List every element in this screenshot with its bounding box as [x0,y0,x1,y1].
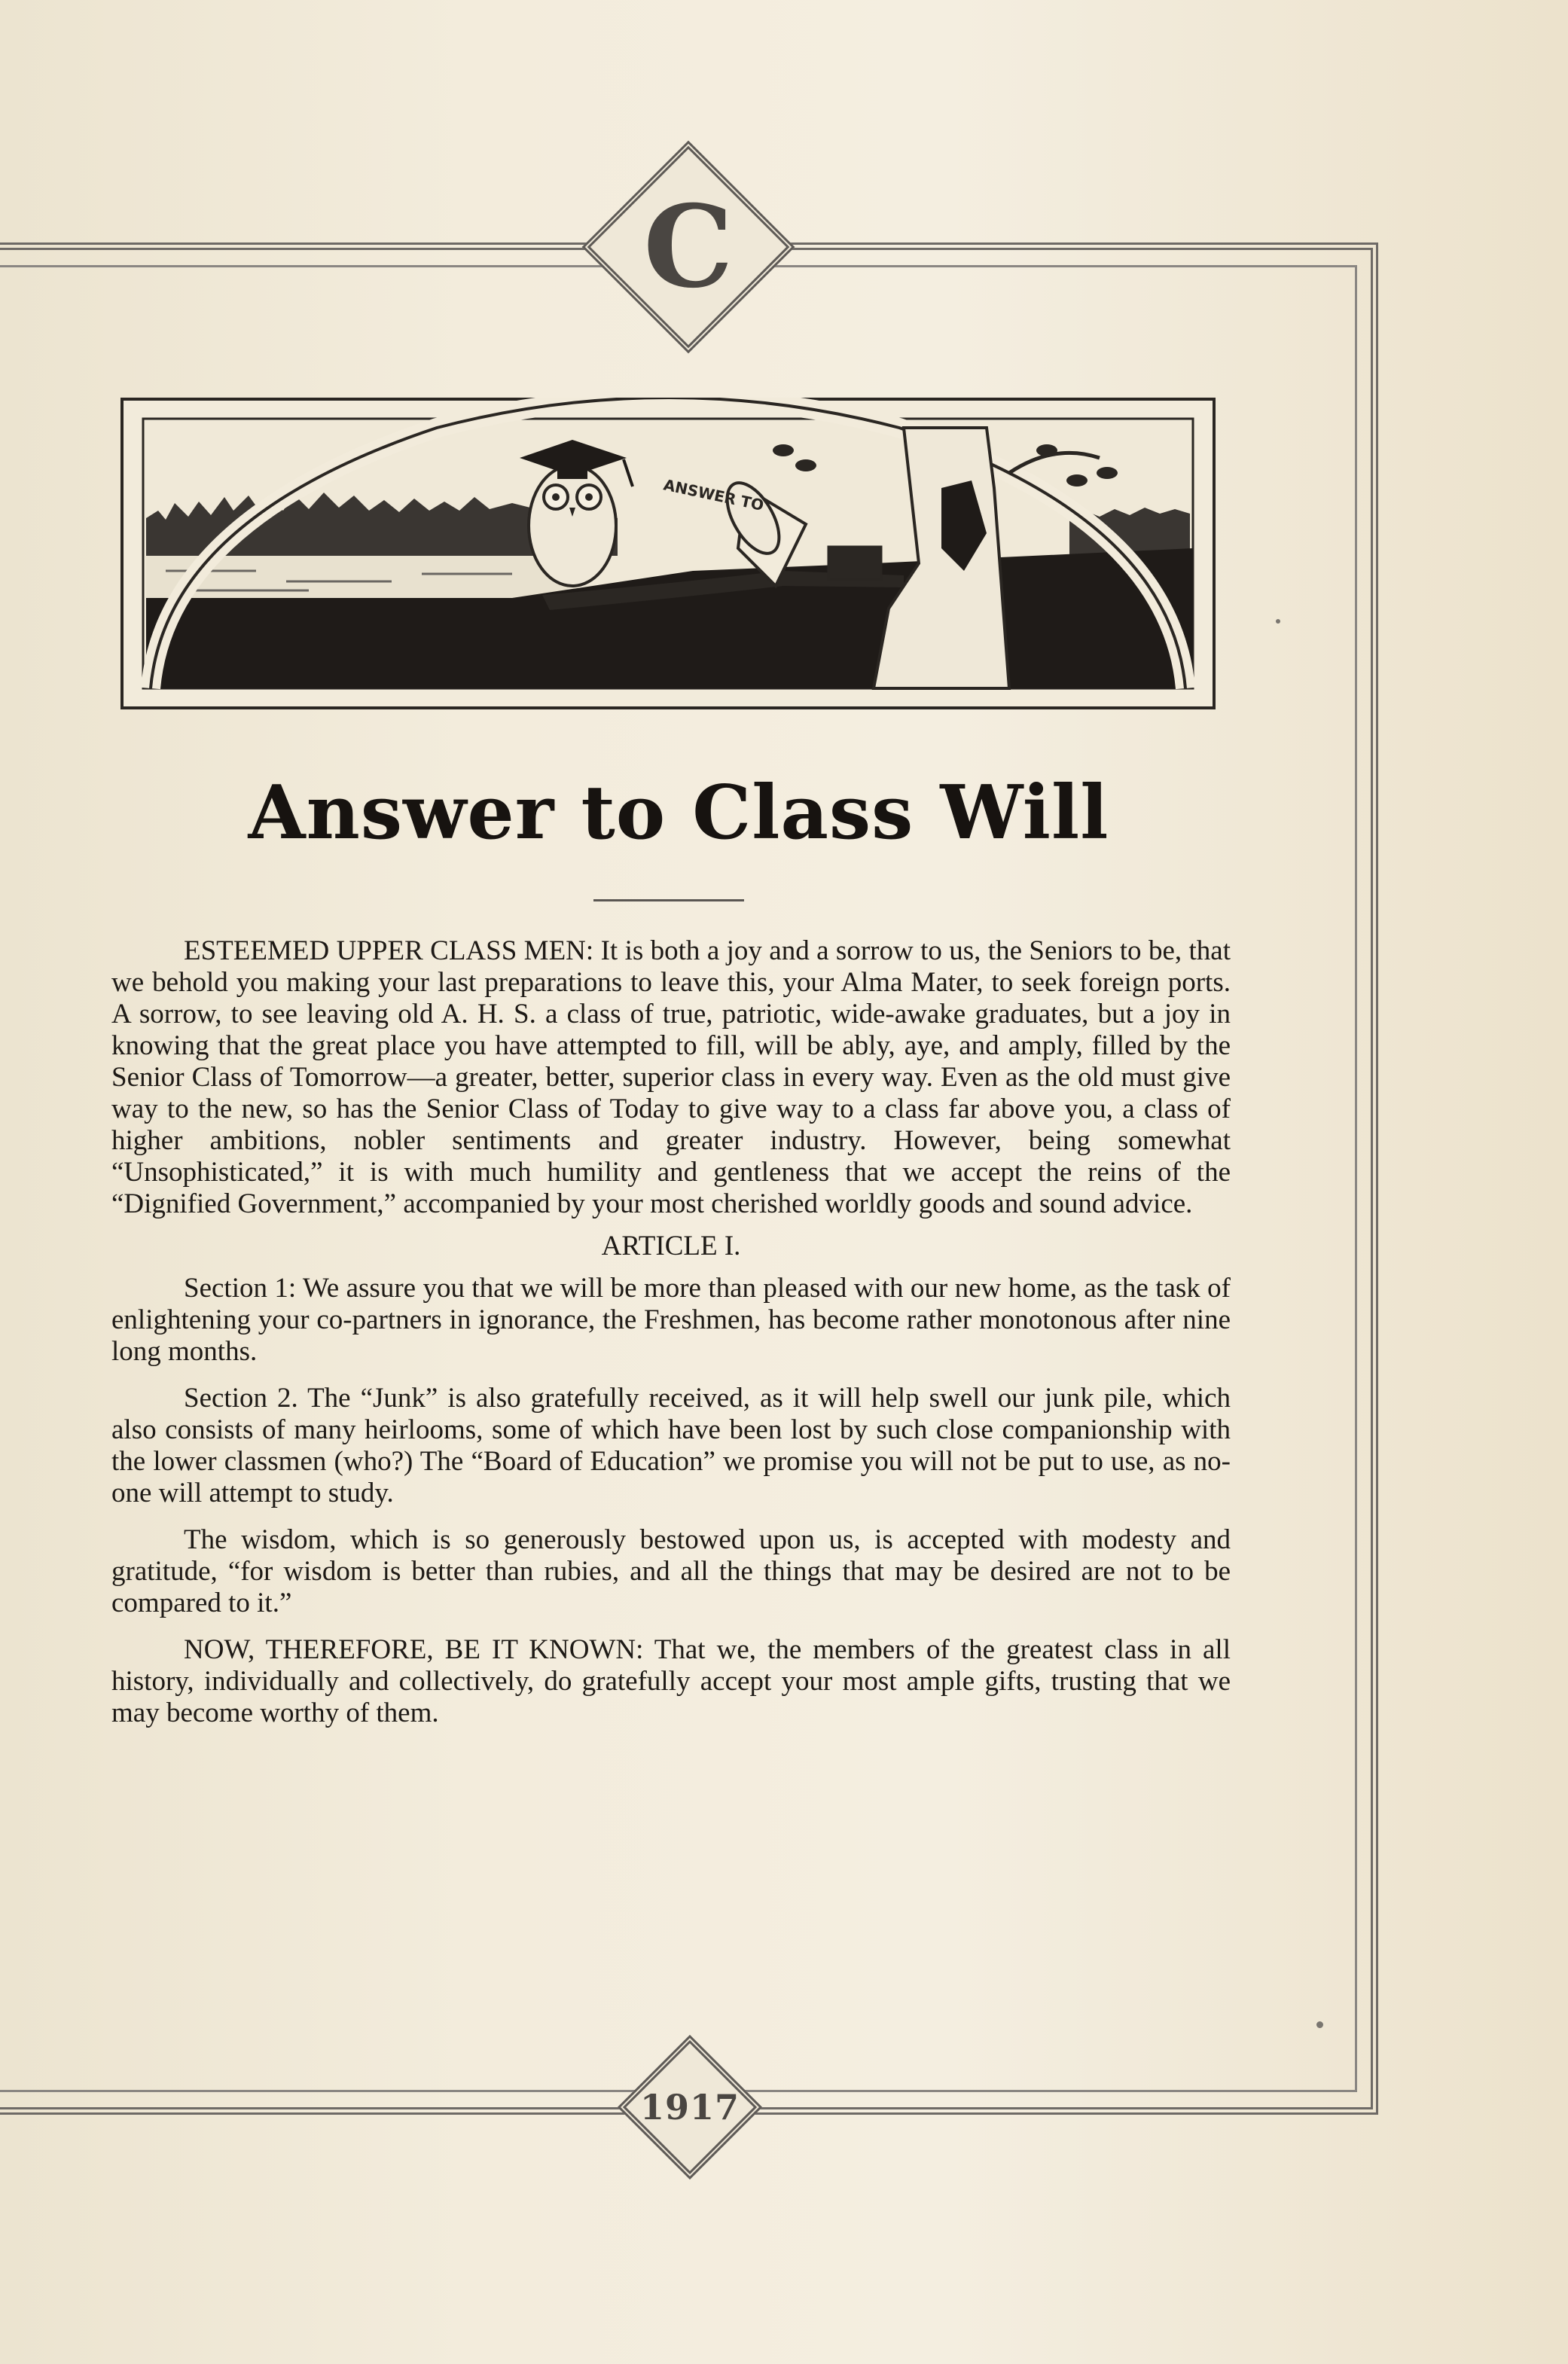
owl-graduate-with-phonograph-illustration [120,398,1216,709]
title-divider [593,899,744,901]
article-body [111,935,1231,1744]
article-heading: ARTICLE I. [601,1231,741,1261]
year-label: 1917 [639,2087,740,2128]
closing-paragraph: NOW, THEREFORE, BE IT KNOWN: That we, the members of the greatest class in all history, individually and collectively, do gratefully accept your most ample gifts, trusting that we may become worthy of them. [111,1634,1231,1728]
print-speck [1276,619,1280,624]
print-speck [1316,2021,1323,2028]
wisdom-paragraph: The wisdom, which is so generously bestowed upon us, is accepted with modesty and gratitude, “for wisdom is better than rubies, and all the things that may be desired are not to be compared to it.” [111,1524,1231,1618]
horn-label: ANSWER TO [661,475,766,515]
intro-paragraph: ESTEEMED UPPER CLASS MEN: It is both a joy and a sorrow to us, the Seniors to be, that we behold you making your last preparations to leave this, your Alma Mater, to seek foreign ports. A sorrow, to see leaving old A. H. S. a class of true, patriotic, wide-awake graduates, but a joy in knowing that the great place you have attempted to fill, will be ably, aye, and amply, filled by the Senior Class of Tomorrow—a greater, better, superior class in every way. Even as the old must give way to the new, so has the Senior Class of Today to give way to a class far above you, a class of higher ambitions, nobler sentiments and greater industry. However, being somewhat “Unsophisticated,” it is with much humility and gentleness that we accept the reins of the “Dignified Government,” accompanied by your most cherished worldly goods and sound advice. [111,935,1231,1219]
section-2-paragraph: Section 2. The “Junk” is also gratefully received, as it will help swell our junk pile, which also consists of many heirlooms, some of which have been lost by such close companionship with the lower classmen (who?) The “Board of Education” we promise you will not be put to use, as no-one will attempt to study. [111,1383,1231,1508]
page-title: Answer to Class Will [248,770,1109,856]
section-1-paragraph: Section 1: We assure you that we will be more than pleased with our new home, as the task of enlightening your co-partners in ignorance, the Freshmen, has become rather monotonous after nine long months. [111,1273,1231,1367]
monogram-letter: C [643,181,734,313]
